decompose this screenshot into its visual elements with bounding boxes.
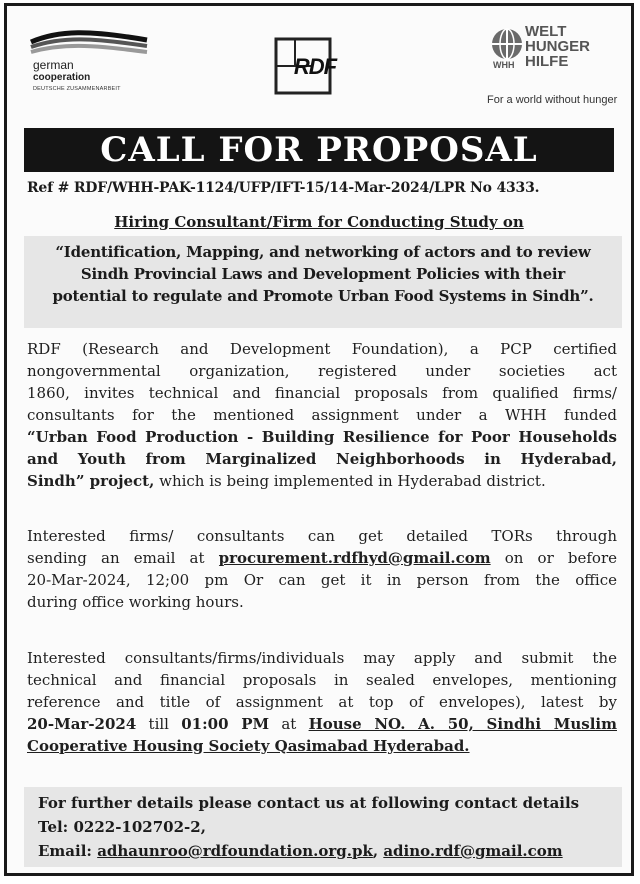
- giz-logo: [29, 28, 169, 108]
- project-name-line: and Youth from Marginalized Neighborhoods in Hyderabad,: [27, 450, 617, 468]
- office-address: Cooperative Housing Society Qasimabad Hyderabad.: [27, 737, 470, 755]
- giz-line1: german: [33, 58, 74, 72]
- giz-flag-icon: [29, 28, 149, 60]
- title-banner: CALL FOR PROPOSAL: [24, 128, 614, 172]
- paragraph-intro: [27, 338, 617, 492]
- project-name-line: “Urban Food Production - Building Resilience for Poor Households: [27, 428, 617, 446]
- paragraph-line: reference and title of assignment at top of envelopes), latest by: [27, 693, 617, 711]
- paragraph-text: sending an email at: [27, 549, 219, 567]
- procurement-email-link[interactable]: procurement.rdfhyd@gmail.com: [218, 549, 491, 567]
- whh-line1: WELT: [525, 23, 567, 40]
- study-title-line: Sindh Provincial Laws and Development Policies with their: [80, 265, 566, 283]
- paragraph-line: RDF (Research and Development Foundation), a PCP certified: [27, 340, 617, 358]
- giz-line2: cooperation: [33, 72, 91, 83]
- logo-row: [7, 6, 631, 118]
- paragraph-tors: [27, 525, 617, 613]
- advertisement-page: [4, 3, 634, 876]
- deadline-time: 01:00 PM: [181, 715, 270, 733]
- whh-tagline: For a world without hunger: [487, 94, 618, 106]
- paragraph-line: [27, 735, 617, 757]
- paragraph-text: on or before: [490, 549, 617, 567]
- rdf-logo: [273, 36, 351, 96]
- giz-line3: DEUTSCHE ZUSAMMENARBEIT: [33, 86, 121, 92]
- paragraph-line: 20-Mar-2024, 12;00 pm Or can get it in person from the office: [27, 571, 617, 589]
- study-title-line: “Identification, Mapping, and networking of actors and to review: [55, 243, 591, 261]
- paragraph-line: [27, 713, 617, 735]
- email-label: Email:: [38, 842, 98, 860]
- deadline-date: 20-Mar-2024: [27, 715, 137, 733]
- paragraph-line: [27, 470, 617, 492]
- contact-email-link[interactable]: adino.rdf@gmail.com: [383, 842, 563, 860]
- whh-line3: HILFE: [525, 53, 569, 70]
- paragraph-text: which is being implemented in Hyderabad district.: [154, 472, 546, 490]
- subheading: Hiring Consultant/Firm for Conducting Study on: [114, 213, 524, 231]
- whh-line2: HUNGER: [525, 38, 591, 55]
- paragraph-line: Interested consultants/firms/individuals may apply and submit the: [27, 649, 617, 667]
- contact-email-line: [38, 839, 622, 863]
- paragraph-line: consultants for the mentioned assignment under a WHH funded: [27, 406, 617, 424]
- contact-email-link[interactable]: adhaunroo@rdfoundation.org.pk: [97, 842, 373, 860]
- reference-number: Ref # RDF/WHH-PAK-1124/UFP/IFT-15/14-Mar-2024/LPR No 4333.: [27, 180, 540, 196]
- contact-box: [24, 787, 622, 867]
- paragraph-line: [27, 547, 617, 569]
- whh-logo: [485, 22, 625, 112]
- project-name-end: Sindh” project,: [27, 472, 155, 490]
- study-title-box: [24, 236, 622, 328]
- paragraph-line: 1860, invites technical and financial proposals from qualified firms/: [27, 384, 617, 402]
- paragraph-text: at: [269, 715, 309, 733]
- office-address: House NO. A. 50, Sindhi Muslim: [308, 715, 617, 733]
- paragraph-line: during office working hours.: [27, 593, 244, 611]
- contact-phone: Tel: 0222-102702-2,: [38, 818, 206, 836]
- paragraph-submission: [27, 647, 617, 757]
- email-separator: ,: [372, 842, 384, 860]
- whh-abbr: WHH: [493, 60, 515, 70]
- whh-globe-icon: [489, 26, 525, 62]
- paragraph-text: till: [136, 715, 182, 733]
- study-title-line: potential to regulate and Promote Urban Food Systems in Sindh”.: [52, 287, 594, 305]
- paragraph-line: Interested firms/ consultants can get detailed TORs through: [27, 527, 617, 545]
- contact-heading: For further details please contact us at following contact details: [38, 794, 580, 812]
- paragraph-line: nongovernmental organization, registered under societies act: [27, 362, 617, 380]
- whh-name: [525, 24, 590, 69]
- rdf-logo-text: RDF: [293, 54, 337, 79]
- paragraph-line: technical and financial proposals in sealed envelopes, mentioning: [27, 671, 617, 689]
